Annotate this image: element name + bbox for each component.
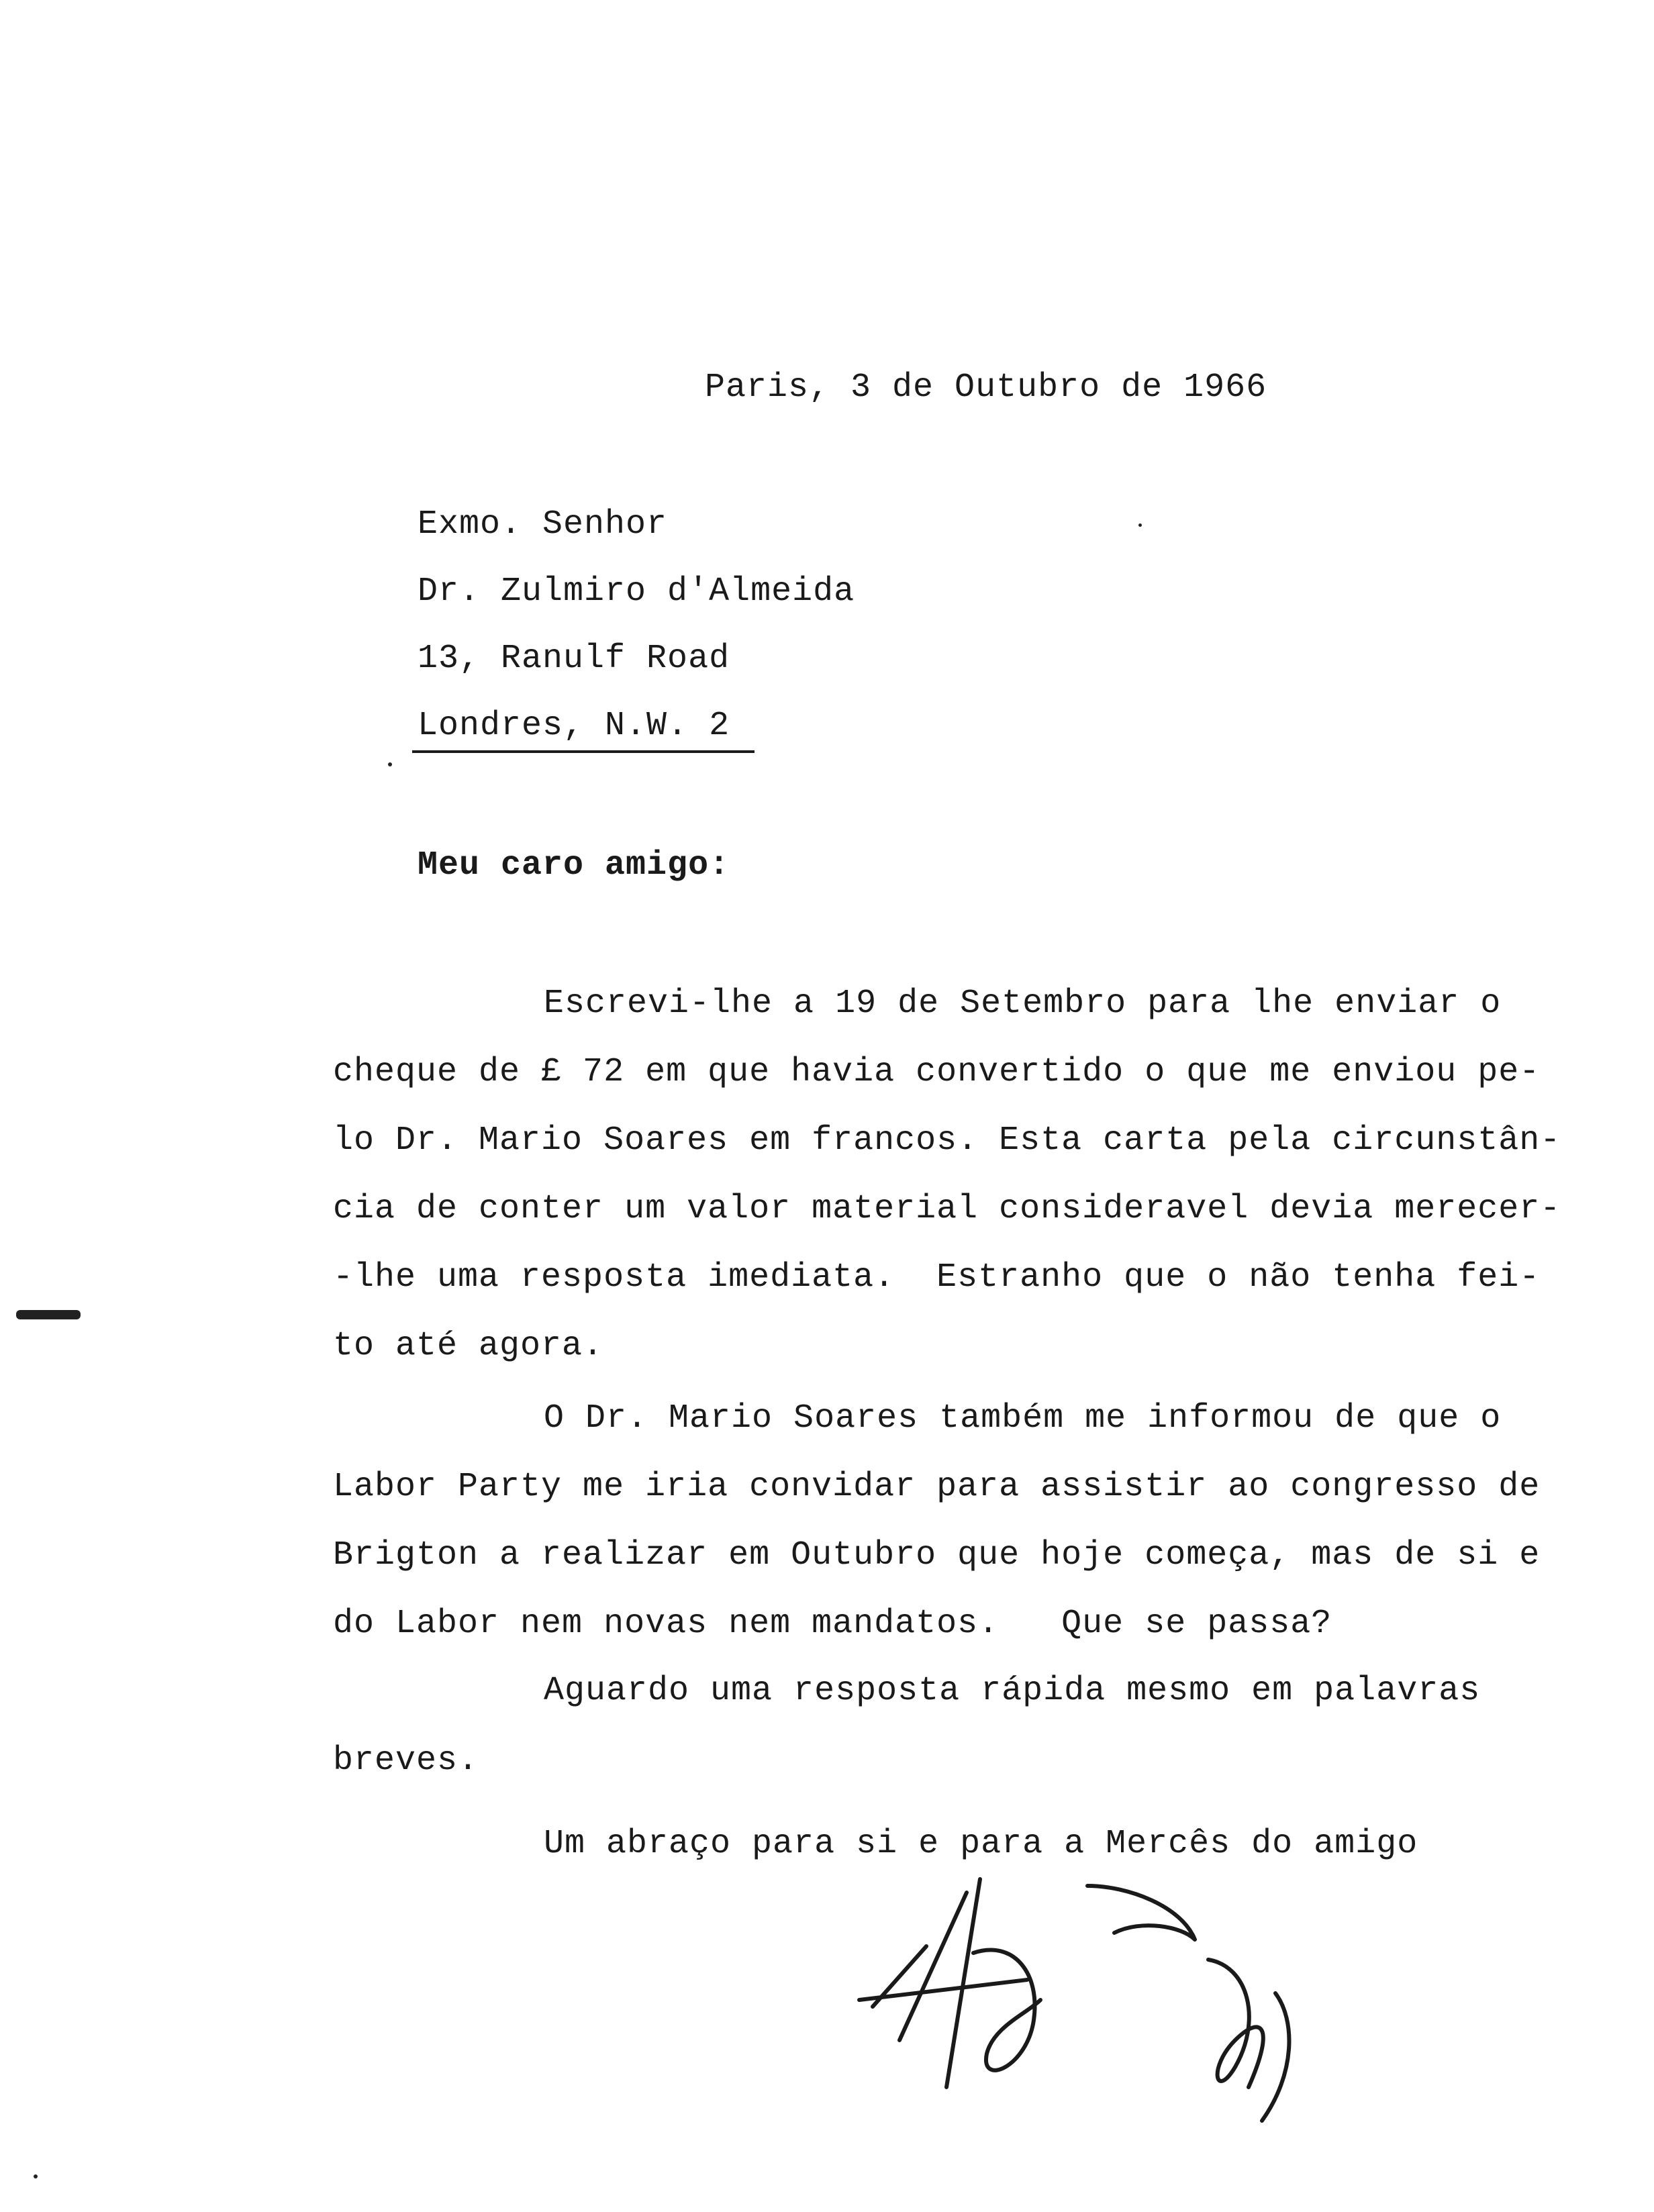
- body-line: Aguardo uma resposta rápida mesmo em palavras: [544, 1672, 1481, 1710]
- handwritten-signature: [832, 1866, 1369, 2148]
- salutation: Meu caro amigo:: [418, 846, 730, 885]
- body-line: lo Dr. Mario Soares em francos. Esta carta pela circunstân-: [333, 1121, 1561, 1160]
- body-line: Brigton a realizar em Outubro que hoje começa, mas de si e: [333, 1536, 1541, 1574]
- scan-speck: [1138, 523, 1142, 527]
- scan-speck: [34, 2174, 38, 2178]
- body-line: do Labor nem novas nem mandatos. Que se passa?: [333, 1605, 1332, 1643]
- body-line: Escrevi-lhe a 19 de Setembro para lhe enviar o: [544, 985, 1502, 1023]
- body-line: O Dr. Mario Soares também me informou de que o: [544, 1399, 1502, 1438]
- recipient-city-underline: [412, 750, 755, 753]
- body-line: -lhe uma resposta imediata. Estranho que o não tenha fei-: [333, 1258, 1541, 1297]
- recipient-name: Dr. Zulmiro d'Almeida: [418, 572, 855, 611]
- body-line: to até agora.: [333, 1327, 604, 1365]
- closing: Um abraço para si e para a Mercês do amigo: [544, 1825, 1418, 1863]
- recipient-title: Exmo. Senhor: [418, 505, 668, 544]
- body-line: Labor Party me iria convidar para assistir ao congresso de: [333, 1468, 1541, 1506]
- dateline: Paris, 3 de Outubro de 1966: [705, 368, 1267, 407]
- scan-speck: [388, 762, 392, 766]
- body-line: breves.: [333, 1742, 479, 1780]
- recipient-street: 13, Ranulf Road: [418, 640, 730, 678]
- recipient-city: Londres, N.W. 2: [418, 707, 730, 745]
- body-line: cia de conter um valor material consideravel devia merecer-: [333, 1190, 1561, 1228]
- scan-speck: [16, 1310, 81, 1319]
- body-line: cheque de £ 72 em que havia convertido o que me enviou pe-: [333, 1053, 1541, 1091]
